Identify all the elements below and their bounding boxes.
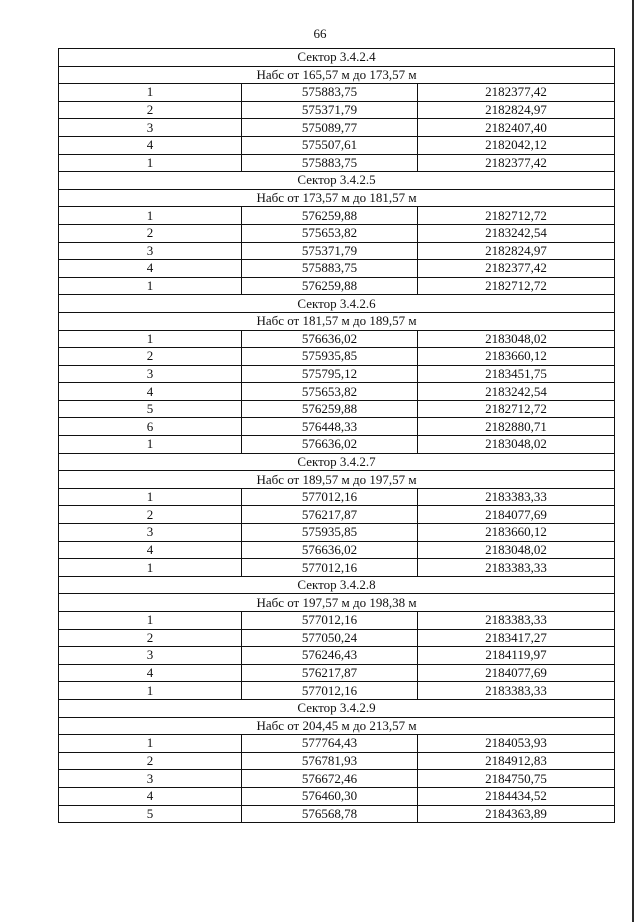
table-row [59, 101, 615, 119]
coordinate-x: 576636,02 [242, 541, 418, 559]
sector-height-range: Набс от 181,57 м до 189,57 м [59, 312, 615, 330]
coordinate-x: 577012,16 [242, 682, 418, 700]
coordinate-x: 576259,88 [242, 207, 418, 225]
sector-title-row [59, 295, 615, 313]
coordinate-x: 576217,87 [242, 664, 418, 682]
point-number: 4 [59, 664, 242, 682]
coordinate-x: 577050,24 [242, 629, 418, 647]
point-number: 1 [59, 436, 242, 454]
coordinate-y: 2182824,97 [418, 101, 615, 119]
coordinate-y: 2183048,02 [418, 541, 615, 559]
coordinate-y: 2182042,12 [418, 136, 615, 154]
table-row [59, 154, 615, 172]
sector-title: Сектор 3.4.2.7 [59, 453, 615, 471]
table-row [59, 629, 615, 647]
point-number: 2 [59, 101, 242, 119]
coordinate-x: 576259,88 [242, 277, 418, 295]
table-row [59, 224, 615, 242]
sector-height-range: Набс от 173,57 м до 181,57 м [59, 189, 615, 207]
coordinate-y: 2183048,02 [418, 436, 615, 454]
coordinate-y: 2184053,93 [418, 735, 615, 753]
table-row [59, 418, 615, 436]
point-number: 3 [59, 365, 242, 383]
coordinate-y: 2183383,33 [418, 559, 615, 577]
coordinate-y: 2182377,42 [418, 260, 615, 278]
coordinate-x: 575935,85 [242, 524, 418, 542]
coordinate-x: 577012,16 [242, 559, 418, 577]
point-number: 3 [59, 119, 242, 137]
coordinate-y: 2182377,42 [418, 154, 615, 172]
coordinate-y: 2182712,72 [418, 207, 615, 225]
sector-title-row [59, 49, 615, 67]
sector-height-range: Набс от 189,57 м до 197,57 м [59, 471, 615, 489]
sector-title: Сектор 3.4.2.4 [59, 49, 615, 67]
point-number: 6 [59, 418, 242, 436]
point-number: 5 [59, 400, 242, 418]
coordinate-y: 2184912,83 [418, 752, 615, 770]
sector-range-row [59, 717, 615, 735]
coordinate-x: 575371,79 [242, 242, 418, 260]
coordinate-x: 577012,16 [242, 612, 418, 630]
point-number: 3 [59, 647, 242, 665]
table-row [59, 612, 615, 630]
point-number: 1 [59, 84, 242, 102]
point-number: 1 [59, 277, 242, 295]
point-number: 4 [59, 541, 242, 559]
coordinate-x: 575883,75 [242, 84, 418, 102]
coordinate-y: 2184750,75 [418, 770, 615, 788]
point-number: 1 [59, 330, 242, 348]
table-row [59, 136, 615, 154]
coordinate-x: 575089,77 [242, 119, 418, 137]
point-number: 3 [59, 770, 242, 788]
point-number: 1 [59, 735, 242, 753]
point-number: 5 [59, 805, 242, 823]
sector-range-row [59, 66, 615, 84]
table-row [59, 260, 615, 278]
sector-height-range: Набс от 165,57 м до 173,57 м [59, 66, 615, 84]
table-row [59, 524, 615, 542]
point-number: 3 [59, 524, 242, 542]
point-number: 4 [59, 787, 242, 805]
table-row [59, 752, 615, 770]
coordinate-y: 2184119,97 [418, 647, 615, 665]
sector-title: Сектор 3.4.2.6 [59, 295, 615, 313]
point-number: 4 [59, 260, 242, 278]
coordinate-y: 2184077,69 [418, 664, 615, 682]
point-number: 2 [59, 752, 242, 770]
point-number: 1 [59, 207, 242, 225]
coordinate-y: 2183383,33 [418, 612, 615, 630]
coordinate-x: 576217,87 [242, 506, 418, 524]
coordinate-y: 2183242,54 [418, 383, 615, 401]
point-number: 1 [59, 682, 242, 700]
sector-title-row [59, 699, 615, 717]
coordinate-y: 2184434,52 [418, 787, 615, 805]
point-number: 3 [59, 242, 242, 260]
table-row [59, 488, 615, 506]
coordinate-x: 576568,78 [242, 805, 418, 823]
coordinate-y: 2183242,54 [418, 224, 615, 242]
table-row [59, 383, 615, 401]
sector-height-range: Набс от 204,45 м до 213,57 м [59, 717, 615, 735]
coordinate-y: 2184077,69 [418, 506, 615, 524]
coordinate-x: 577012,16 [242, 488, 418, 506]
sector-title: Сектор 3.4.2.9 [59, 699, 615, 717]
coordinate-y: 2183660,12 [418, 524, 615, 542]
coordinate-x: 576460,30 [242, 787, 418, 805]
sector-height-range: Набс от 197,57 м до 198,38 м [59, 594, 615, 612]
sector-title-row [59, 576, 615, 594]
table-row [59, 277, 615, 295]
table-row [59, 365, 615, 383]
point-number: 2 [59, 348, 242, 366]
table-row [59, 84, 615, 102]
table-row [59, 242, 615, 260]
coordinate-x: 577764,43 [242, 735, 418, 753]
table-row [59, 664, 615, 682]
coordinate-y: 2183660,12 [418, 348, 615, 366]
table-row [59, 770, 615, 788]
table-row [59, 647, 615, 665]
coordinate-y: 2183417,27 [418, 629, 615, 647]
table-row [59, 682, 615, 700]
coordinate-y: 2182880,71 [418, 418, 615, 436]
table-row [59, 207, 615, 225]
table-row [59, 506, 615, 524]
coordinate-x: 576781,93 [242, 752, 418, 770]
coordinate-x: 576672,46 [242, 770, 418, 788]
coordinate-y: 2183048,02 [418, 330, 615, 348]
coordinate-x: 576636,02 [242, 436, 418, 454]
table-row [59, 330, 615, 348]
table-row [59, 400, 615, 418]
coordinate-x: 576448,33 [242, 418, 418, 436]
table-row [59, 436, 615, 454]
coordinate-y: 2182377,42 [418, 84, 615, 102]
coordinate-x: 576636,02 [242, 330, 418, 348]
coordinate-y: 2184363,89 [418, 805, 615, 823]
coordinate-y: 2183383,33 [418, 682, 615, 700]
coordinates-table-body [59, 49, 615, 823]
point-number: 4 [59, 383, 242, 401]
sector-title-row [59, 453, 615, 471]
point-number: 4 [59, 136, 242, 154]
sector-range-row [59, 312, 615, 330]
table-row [59, 119, 615, 137]
point-number: 2 [59, 224, 242, 242]
point-number: 1 [59, 154, 242, 172]
coordinate-y: 2182407,40 [418, 119, 615, 137]
coordinate-x: 575653,82 [242, 224, 418, 242]
point-number: 2 [59, 629, 242, 647]
coordinate-x: 576246,43 [242, 647, 418, 665]
coordinate-y: 2182824,97 [418, 242, 615, 260]
coordinate-x: 575507,61 [242, 136, 418, 154]
coordinate-x: 575935,85 [242, 348, 418, 366]
coordinate-y: 2182712,72 [418, 277, 615, 295]
coordinates-table [58, 48, 615, 823]
coordinate-y: 2183451,75 [418, 365, 615, 383]
scan-edge [632, 0, 634, 922]
coordinate-y: 2182712,72 [418, 400, 615, 418]
coordinate-y: 2183383,33 [418, 488, 615, 506]
sector-range-row [59, 594, 615, 612]
coordinate-x: 575795,12 [242, 365, 418, 383]
table-row [59, 787, 615, 805]
table-row [59, 541, 615, 559]
coordinate-x: 575883,75 [242, 154, 418, 172]
coordinate-x: 575653,82 [242, 383, 418, 401]
table-row [59, 735, 615, 753]
sector-range-row [59, 471, 615, 489]
point-number: 1 [59, 612, 242, 630]
table-row [59, 559, 615, 577]
sector-range-row [59, 189, 615, 207]
coordinate-x: 575371,79 [242, 101, 418, 119]
table-row [59, 348, 615, 366]
page-number: 66 [313, 26, 327, 41]
sector-title-row [59, 172, 615, 190]
sector-title: Сектор 3.4.2.8 [59, 576, 615, 594]
point-number: 1 [59, 559, 242, 577]
sector-title: Сектор 3.4.2.5 [59, 172, 615, 190]
coordinate-x: 576259,88 [242, 400, 418, 418]
point-number: 2 [59, 506, 242, 524]
coordinate-x: 575883,75 [242, 260, 418, 278]
point-number: 1 [59, 488, 242, 506]
table-row [59, 805, 615, 823]
